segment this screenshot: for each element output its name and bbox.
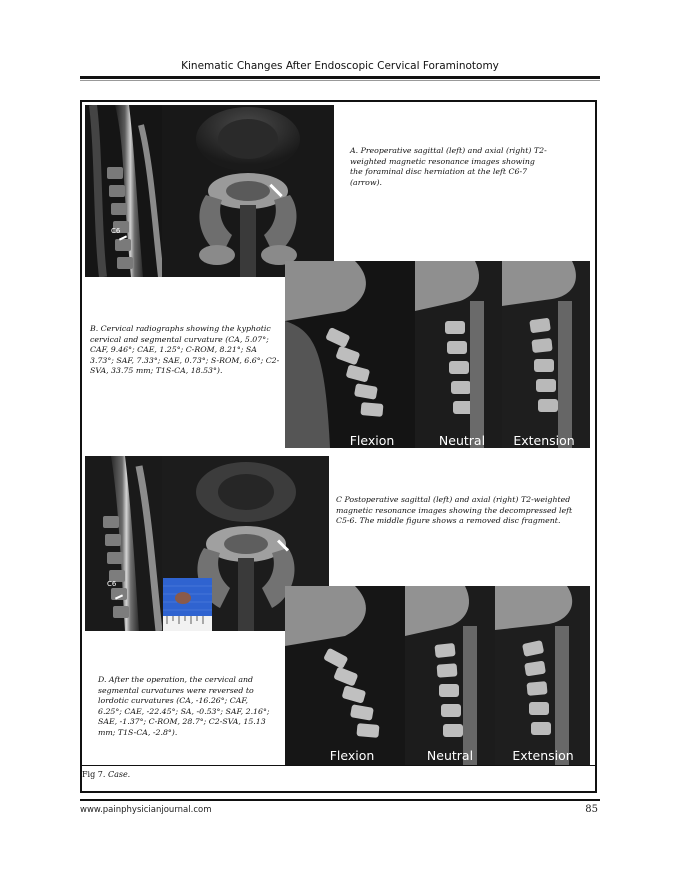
pre-radiograph-flexion [285, 261, 415, 448]
pre-flexion-label: Flexion [349, 433, 395, 448]
post-level-label: C6 [107, 580, 117, 588]
figure-caption [82, 770, 130, 779]
post-sagittal-mri [85, 456, 162, 631]
footer-url[interactable]: www.painphysicianjournal.com [80, 805, 212, 815]
disc-fragment-photo [163, 578, 212, 631]
pre-sagittal-mri [85, 105, 162, 277]
figure-caption-title: Case. [107, 770, 131, 779]
post-neutral-label: Neutral [426, 748, 474, 763]
caption-c: C Postoperative sagittal (left) and axial (right) T2-weighted magnetic resonance images showing the decompressed left C5-6. The middle figure shows a removed disc fragment. [336, 495, 573, 525]
page-number: 85 [585, 804, 598, 815]
figure-caption-rule [82, 765, 595, 766]
pre-neutral-label: Neutral [438, 433, 486, 448]
post-flexion-label: Flexion [329, 748, 375, 763]
figure-caption-prefix: Fig 7. [82, 770, 106, 779]
running-head: Kinematic Changes After Endoscopic Cervical Foraminotomy [181, 60, 499, 72]
pre-radiograph-extension [502, 261, 590, 448]
header-rule [80, 76, 600, 79]
caption-b: B. Cervical radiographs showing the kyphotic cervical and segmental curvature (CA, 5.07°; CAF, 9.46°; CAE, 1.25°; C-ROM, 8.21°; SA 3.73°; SAF, 7.33°; SAE, 0.73°; S-ROM, 6.6°; C2-SVA, 33.75 mm; T1S-CA, 18.53°). [90, 324, 280, 375]
caption-a: A. Preoperative sagittal (left) and axial (right) T2-weighted magnetic resonance images showing the foraminal disc herniation at the left C6-7 (arrow). [350, 146, 547, 187]
post-radiograph-extension [495, 586, 590, 766]
post-radiograph-neutral [405, 586, 495, 766]
caption-d: D. After the operation, the cervical and segmental curvatures were reversed to lordotic curvatures (CA, -16.26°; CAF, 6.25°; CAE, -22.45°; SA, -0.53°; SAF, 2.16°; SAE, -1.37°; C-ROM, 28.7°; C2-SVA, 15.13 mm; T1S-CA, -2.8°). [98, 675, 270, 737]
footer-rule [80, 799, 600, 801]
pre-axial-mri [162, 105, 334, 277]
post-radiograph-flexion [285, 586, 405, 766]
post-extension-label: Extension [512, 748, 574, 763]
pre-level-label: C6 [111, 227, 121, 235]
pre-extension-label: Extension [513, 433, 575, 448]
pre-radiograph-neutral [415, 261, 502, 448]
header-rule-thin [80, 80, 600, 81]
